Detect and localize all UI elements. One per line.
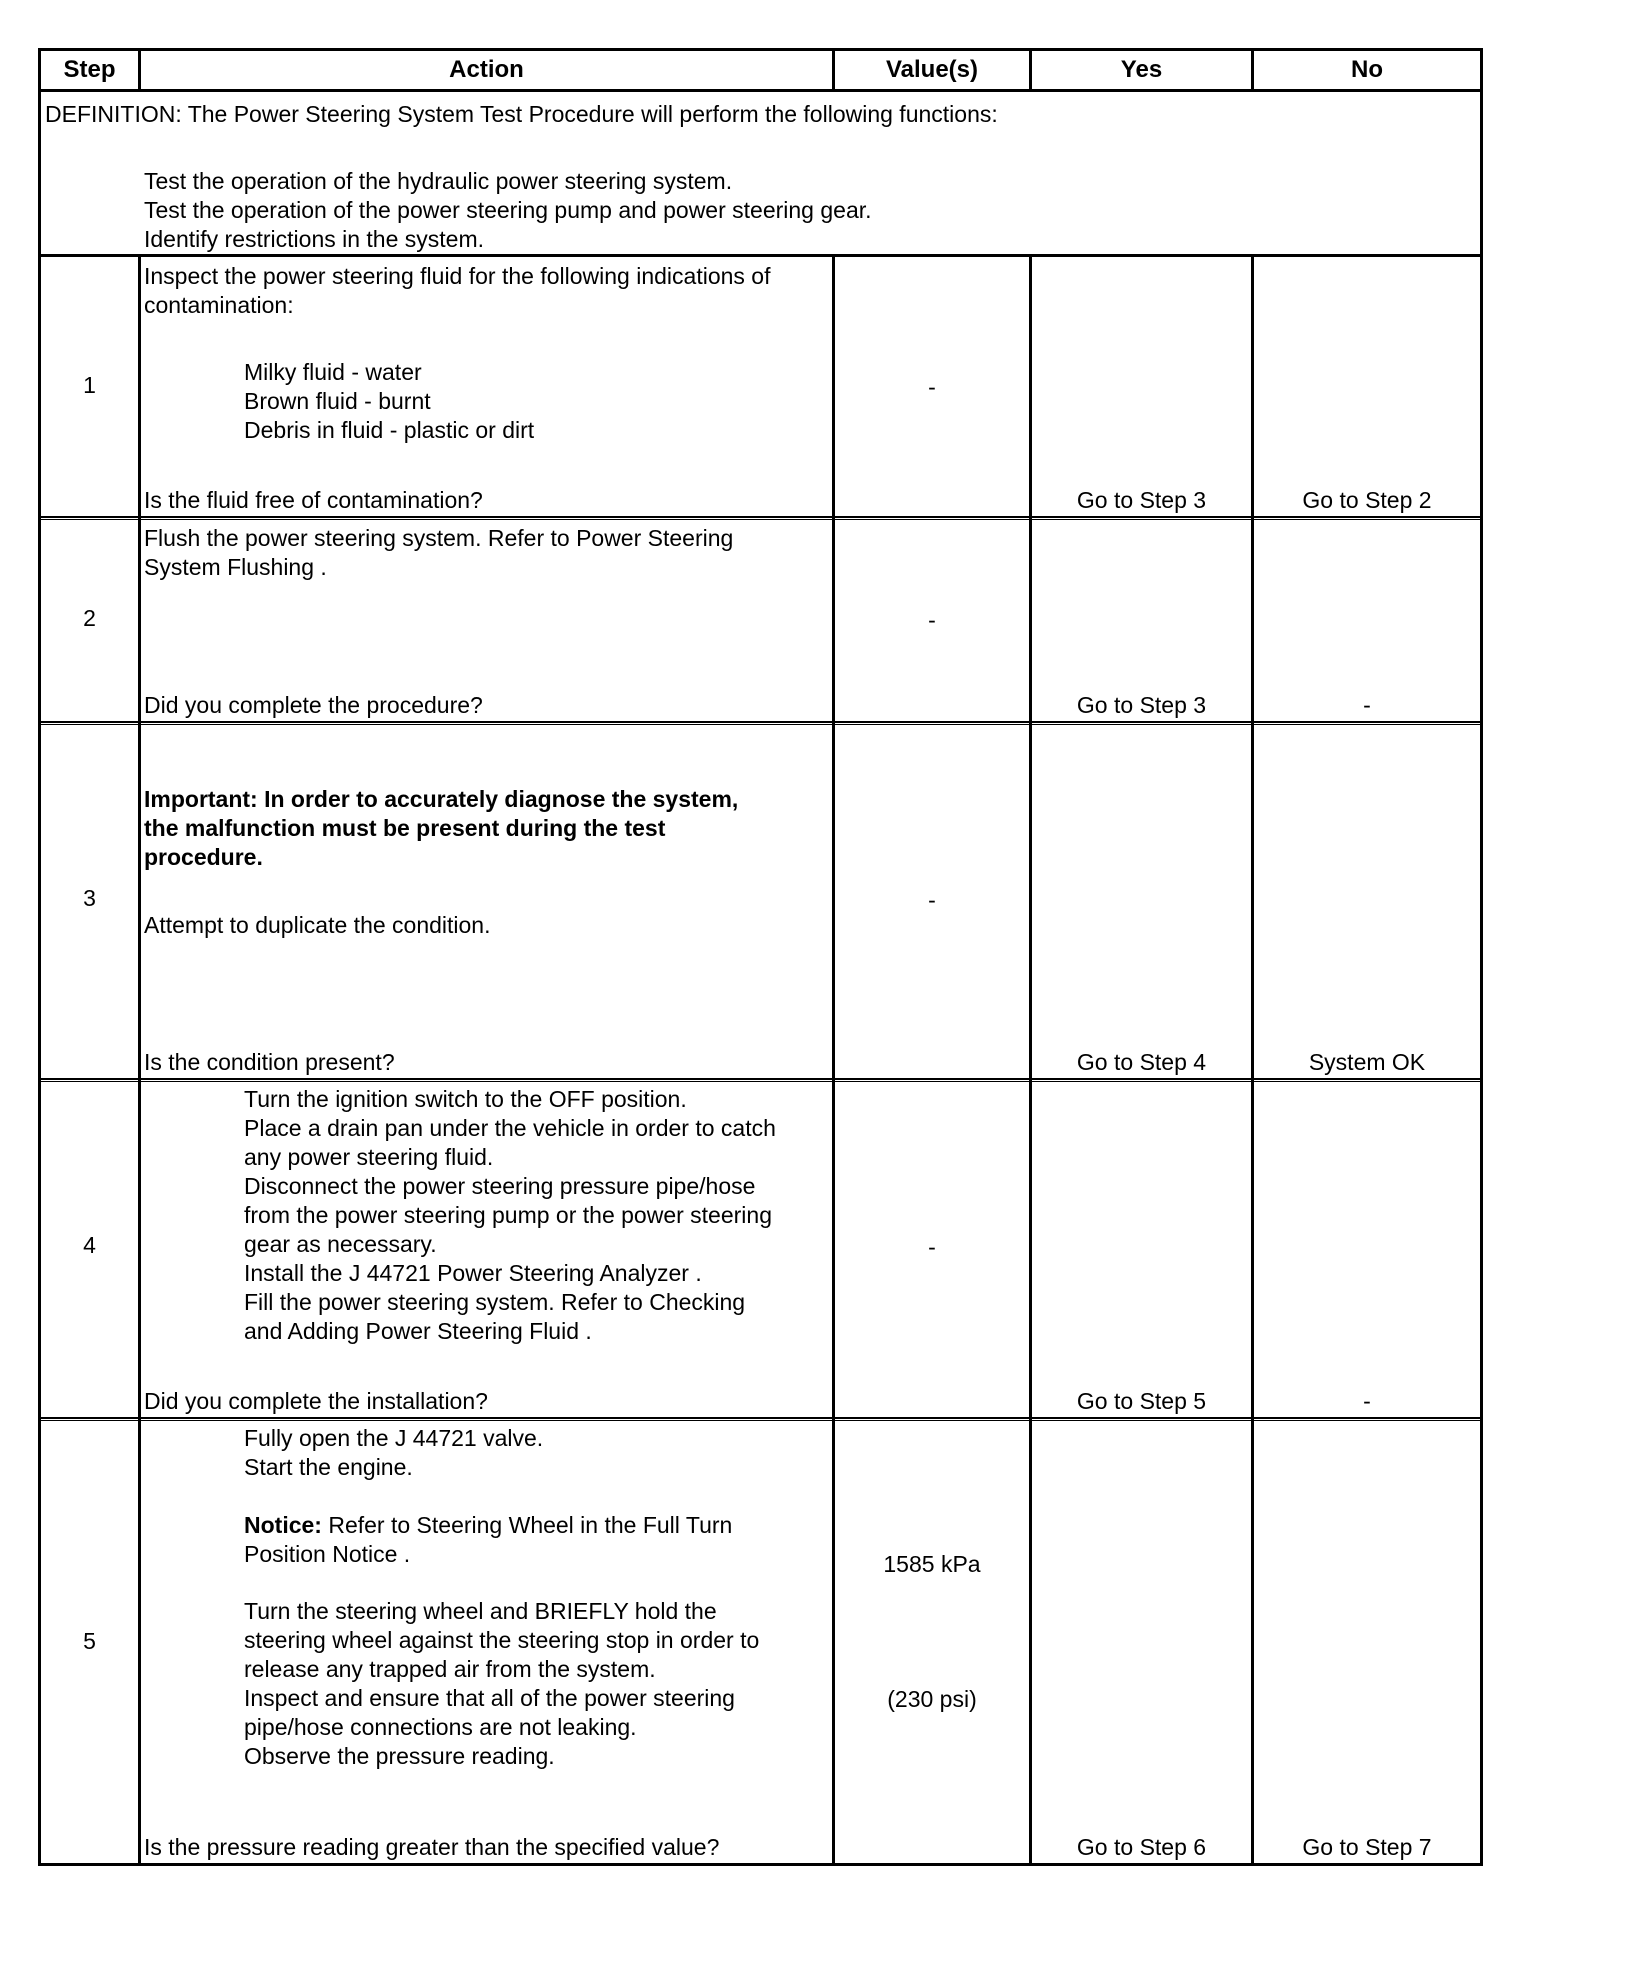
- list-item: pipe/hose connections are not leaking.: [244, 1714, 637, 1740]
- list-item: Debris in fluid - plastic or dirt: [244, 417, 535, 443]
- step-1-question: Is the fluid free of contamination?: [144, 487, 483, 513]
- step-4-yes: Go to Step 5: [1076, 1388, 1207, 1414]
- list-item: Fill the power steering system. Refer to Checking: [244, 1289, 746, 1315]
- step-2-action-intro: [144, 524, 733, 582]
- list-item: Start the engine.: [244, 1454, 413, 1480]
- header-step: Step: [63, 56, 116, 83]
- list-item: steering wheel against the steering stop in order to: [244, 1627, 760, 1653]
- step-2-yes: Go to Step 3: [1076, 692, 1207, 718]
- step-5-action-list-a: [244, 1424, 543, 1482]
- header-values: Value(s): [885, 56, 979, 83]
- step-1-contamination-list: [244, 358, 534, 445]
- list-item: Observe the pressure reading.: [244, 1743, 555, 1769]
- step-5-no: Go to Step 7: [1302, 1834, 1432, 1860]
- row-divider: [41, 254, 1480, 257]
- list-item: release any trapped air from the system.: [244, 1656, 656, 1682]
- step-number: 5: [83, 1628, 96, 1654]
- step-5-notice: [244, 1511, 732, 1569]
- list-item: Place a drain pan under the vehicle in order to catch: [244, 1115, 776, 1141]
- step-1-action-intro: [144, 262, 770, 320]
- important-line: the malfunction must be present during the test: [144, 815, 666, 841]
- step-3-value: -: [928, 887, 936, 913]
- step-number: 2: [83, 605, 96, 631]
- step-3-question: Is the condition present?: [144, 1049, 395, 1075]
- step-1-yes: Go to Step 3: [1076, 487, 1207, 513]
- important-line: Important: In order to accurately diagnose the system,: [144, 786, 739, 812]
- step-number: 1: [83, 372, 96, 398]
- step-2-question: Did you complete the procedure?: [144, 692, 483, 718]
- action-line: System Flushing .: [144, 554, 327, 580]
- step-number: 4: [83, 1232, 96, 1258]
- step-number: 3: [83, 885, 96, 911]
- important-line: procedure.: [144, 844, 263, 870]
- list-item: Brown fluid - burnt: [244, 388, 431, 414]
- step-3-important-note: [144, 785, 738, 872]
- action-line: contamination:: [144, 292, 294, 318]
- row-divider: [41, 516, 1480, 520]
- step-3-action: Attempt to duplicate the condition.: [144, 912, 491, 938]
- row-divider: [41, 1078, 1480, 1082]
- step-4-action-list: [244, 1085, 776, 1346]
- definition-item: Test the operation of the power steering pump and power steering gear.: [144, 197, 872, 223]
- row-divider: [41, 721, 1480, 725]
- step-5-value-psi: (230 psi): [887, 1686, 977, 1712]
- action-line: Inspect the power steering fluid for the following indications of: [144, 263, 771, 289]
- step-5-question: Is the pressure reading greater than the specified value?: [144, 1834, 720, 1860]
- step-2-value: -: [928, 607, 936, 633]
- step-1-value: -: [928, 374, 936, 400]
- header-yes: Yes: [1120, 56, 1163, 83]
- step-2-no: -: [1363, 692, 1371, 718]
- step-5-yes: Go to Step 6: [1076, 1834, 1207, 1860]
- col-divider: [138, 257, 141, 1866]
- list-item: Turn the ignition switch to the OFF position.: [244, 1086, 687, 1112]
- list-item: Install the J 44721 Power Steering Analyzer .: [244, 1260, 702, 1286]
- list-item: Fully open the J 44721 valve.: [244, 1425, 544, 1451]
- step-3-yes: Go to Step 4: [1076, 1049, 1207, 1075]
- diagnostic-table: [38, 48, 1483, 1866]
- list-item: from the power steering pump or the power steering: [244, 1202, 772, 1228]
- step-3-no: System OK: [1308, 1049, 1426, 1075]
- list-item: and Adding Power Steering Fluid .: [244, 1318, 592, 1344]
- step-4-no: -: [1363, 1388, 1371, 1414]
- list-item: any power steering fluid.: [244, 1144, 494, 1170]
- list-item: Inspect and ensure that all of the power steering: [244, 1685, 735, 1711]
- definition-item: Test the operation of the hydraulic power steering system.: [144, 168, 733, 194]
- notice-text: Refer to Steering Wheel in the Full Turn: [328, 1512, 733, 1538]
- notice-label: Notice:: [244, 1512, 322, 1538]
- definition-item: Identify restrictions in the system.: [144, 226, 485, 252]
- definition-list: [144, 167, 872, 254]
- definition-intro: DEFINITION: The Power Steering System Test Procedure will perform the following functions:: [45, 101, 998, 127]
- step-5-value-kpa: 1585 kPa: [883, 1551, 981, 1577]
- step-4-value: -: [928, 1234, 936, 1260]
- row-divider: [41, 1417, 1480, 1421]
- list-item: Turn the steering wheel and BRIEFLY hold the: [244, 1598, 717, 1624]
- list-item: Disconnect the power steering pressure pipe/hose: [244, 1173, 756, 1199]
- header-no: No: [1351, 56, 1383, 83]
- notice-text: Position Notice .: [244, 1541, 411, 1567]
- list-item: gear as necessary.: [244, 1231, 437, 1257]
- step-5-action-list-b: [244, 1597, 759, 1771]
- row-divider: [41, 89, 1480, 92]
- step-1-no: Go to Step 2: [1302, 487, 1432, 513]
- step-4-question: Did you complete the installation?: [144, 1388, 488, 1414]
- col-divider: [832, 257, 835, 1866]
- header-action: Action: [449, 56, 524, 83]
- list-item: Milky fluid - water: [244, 359, 422, 385]
- action-line: Flush the power steering system. Refer to Power Steering: [144, 525, 734, 551]
